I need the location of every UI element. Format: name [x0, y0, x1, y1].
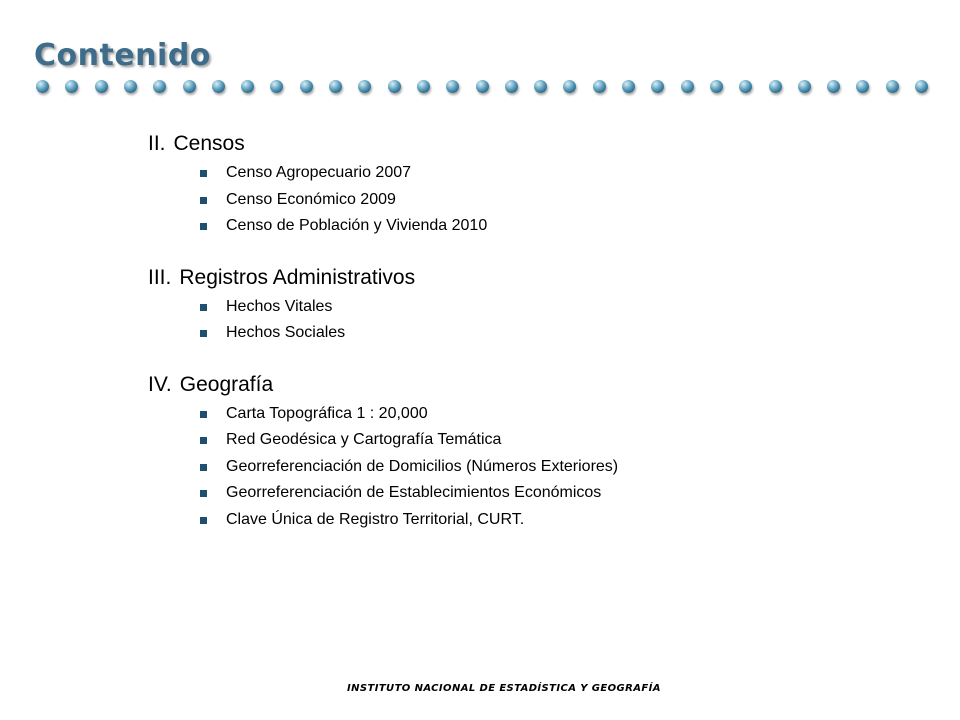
divider-dot — [329, 80, 342, 93]
divider-dot — [681, 80, 694, 93]
divider-dot — [476, 80, 489, 93]
footer-institution-logo: INSTITUTO NACIONAL DE ESTADÍSTICA Y GEOGRAFÍA — [347, 683, 661, 694]
divider-dot — [856, 80, 869, 93]
divider-dot — [593, 80, 606, 93]
list-item — [200, 320, 908, 347]
divider-dot — [300, 80, 313, 93]
divider-dot — [388, 80, 401, 93]
divider-dot — [915, 80, 928, 93]
divider-dot — [739, 80, 752, 93]
section-items — [148, 294, 908, 347]
square-bullet-icon — [200, 517, 207, 524]
list-item — [200, 480, 908, 507]
section-number: II. — [148, 132, 166, 155]
section-heading — [148, 262, 908, 294]
list-item-text: Hechos Sociales — [226, 324, 346, 341]
divider-dot — [563, 80, 576, 93]
square-bullet-icon — [200, 411, 207, 418]
square-bullet-icon — [200, 490, 207, 497]
section-items — [148, 401, 908, 534]
square-bullet-icon — [200, 437, 207, 444]
divider-dot — [505, 80, 518, 93]
list-item-text: Hechos Vitales — [226, 297, 333, 315]
list-item — [200, 427, 908, 454]
divider-dot — [124, 80, 137, 93]
divider-dot — [212, 80, 225, 93]
list-item — [200, 507, 908, 534]
square-bullet-icon — [200, 197, 207, 204]
divider-dot — [36, 80, 49, 93]
square-bullet-icon — [200, 223, 207, 230]
list-item — [200, 160, 908, 187]
divider-dot — [651, 80, 664, 93]
list-item — [200, 294, 908, 321]
section-number: IV. — [148, 372, 172, 396]
divider-dot — [270, 80, 283, 93]
square-bullet-icon — [200, 304, 207, 311]
section-geografia — [148, 369, 908, 534]
section-heading — [148, 128, 908, 160]
divider-dot — [710, 80, 723, 93]
divider-dot — [886, 80, 899, 93]
square-bullet-icon — [200, 330, 207, 337]
list-item — [200, 213, 908, 240]
list-item-text: Clave Única de Registro Territorial, CURT. — [226, 510, 525, 528]
section-number: III. — [148, 265, 172, 289]
section-censos — [148, 128, 908, 240]
divider-dot — [827, 80, 840, 93]
divider-dot — [622, 80, 635, 93]
divider-dot — [798, 80, 811, 93]
list-item — [200, 401, 908, 428]
section-registros — [148, 262, 908, 347]
divider-dot — [65, 80, 78, 93]
divider-dot — [95, 80, 108, 93]
list-item-text: Censo de Población y Vivienda 2010 — [226, 217, 488, 234]
list-item — [200, 454, 908, 481]
section-heading — [148, 369, 908, 401]
divider-dot — [534, 80, 547, 93]
divider-dot — [417, 80, 430, 93]
divider-dot — [241, 80, 254, 93]
list-item-text: Censo Agropecuario 2007 — [226, 164, 412, 181]
square-bullet-icon — [200, 170, 207, 177]
list-item-text: Carta Topográfica 1 : 20,000 — [226, 404, 428, 422]
list-item-text: Georreferenciación de Establecimientos Económicos — [226, 484, 602, 501]
square-bullet-icon — [200, 464, 207, 471]
section-title: Censos — [173, 132, 245, 155]
divider-dot — [183, 80, 196, 93]
page-title: Contenido — [34, 38, 211, 73]
section-title: Geografía — [179, 372, 274, 396]
divider-dot — [446, 80, 459, 93]
dotted-divider — [28, 78, 938, 98]
divider-dot — [153, 80, 166, 93]
divider-dot — [358, 80, 371, 93]
list-item — [200, 187, 908, 214]
list-item-text: Georreferenciación de Domicilios (Números Exteriores) — [226, 457, 619, 475]
content-outline — [148, 128, 908, 533]
section-title: Registros Administrativos — [179, 265, 416, 289]
divider-dot — [769, 80, 782, 93]
list-item-text: Censo Económico 2009 — [226, 190, 396, 208]
list-item-text: Red Geodésica y Cartografía Temática — [226, 431, 502, 448]
section-items — [148, 160, 908, 240]
